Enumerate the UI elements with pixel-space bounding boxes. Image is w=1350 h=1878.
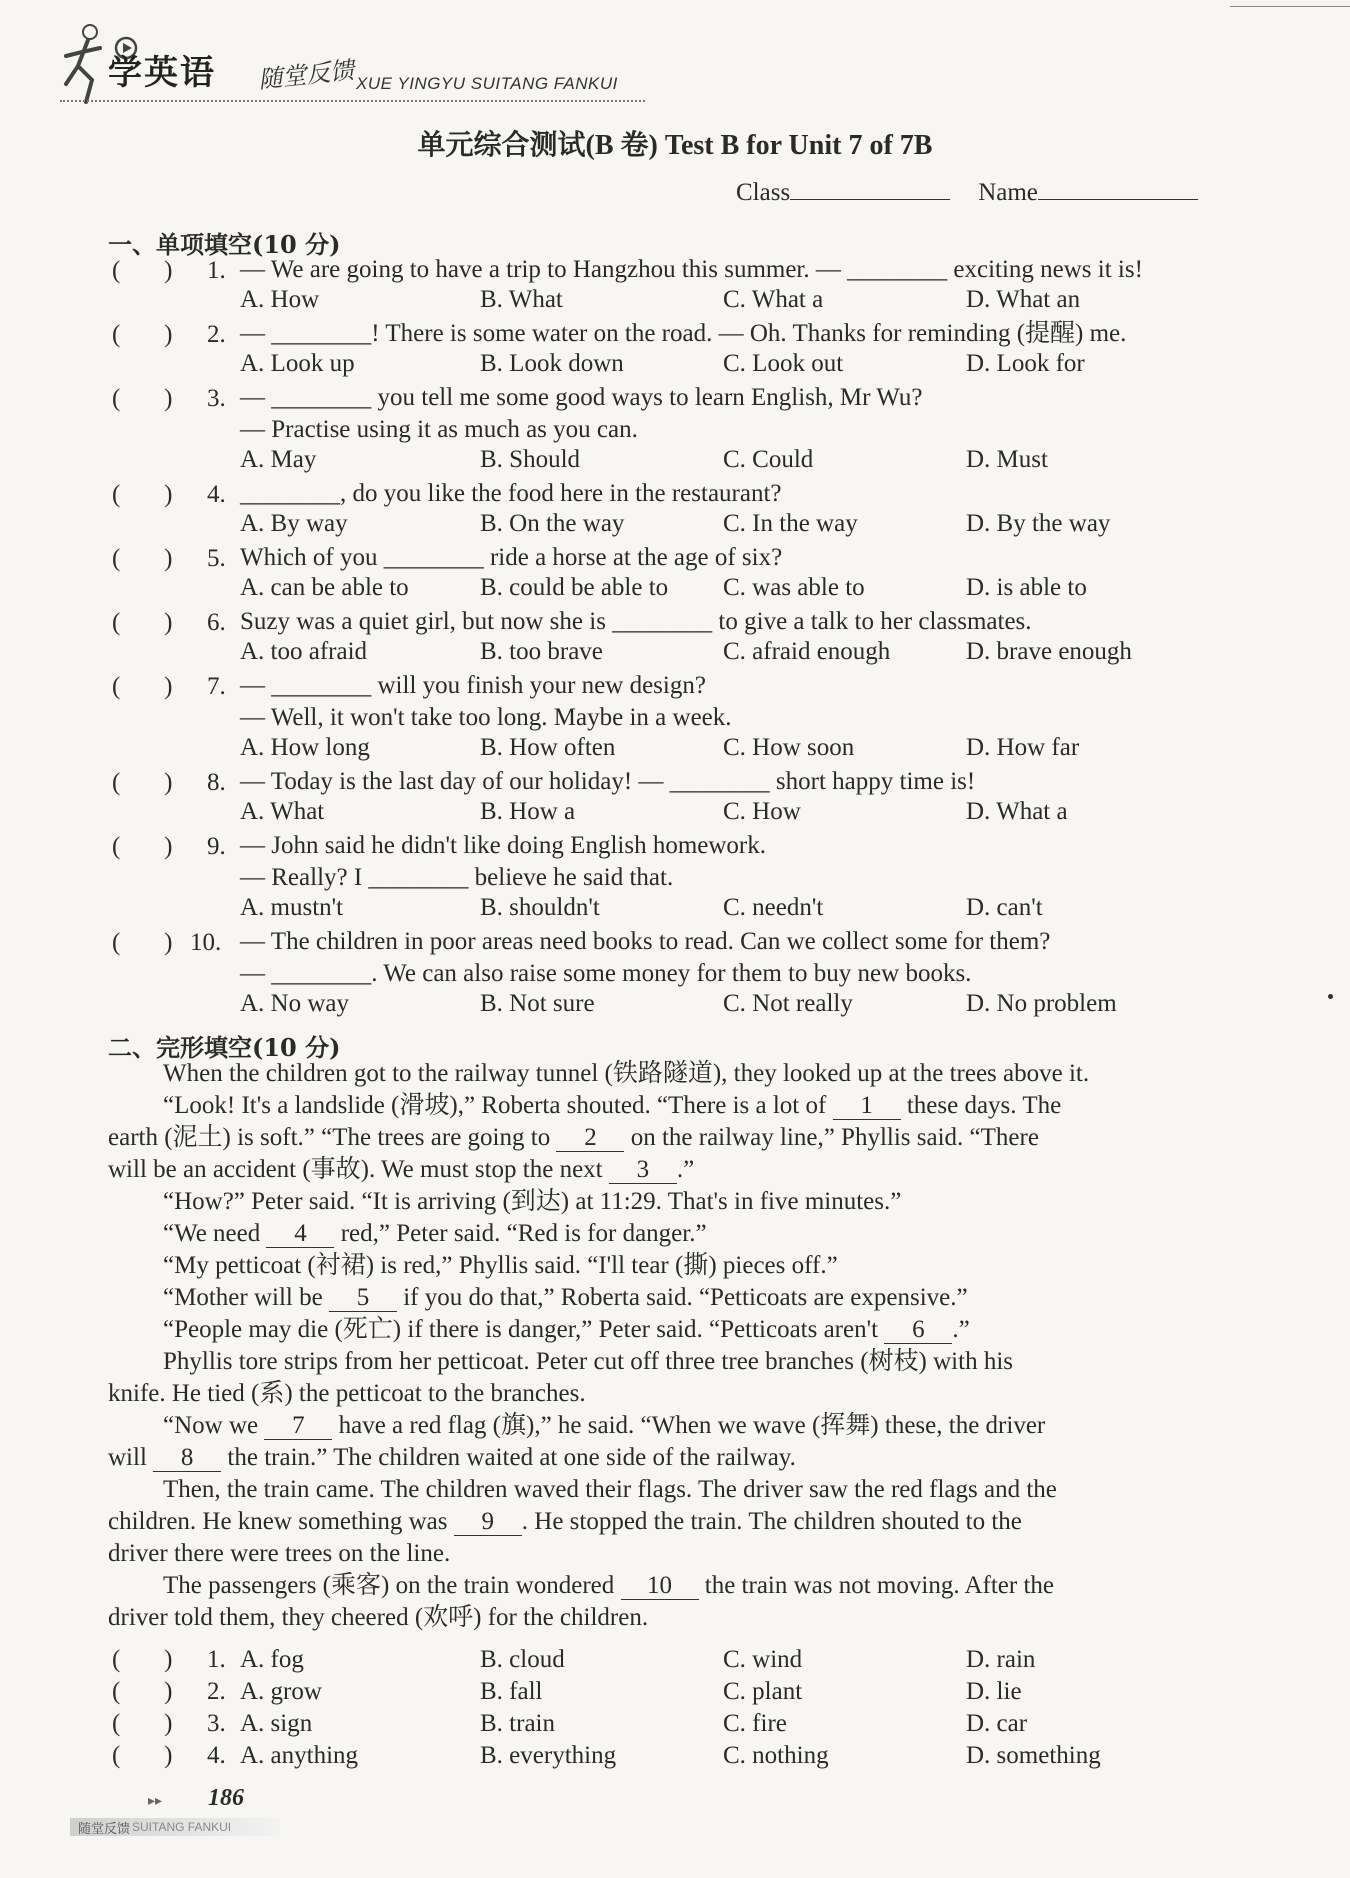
option-d: D. lie — [966, 1678, 1022, 1705]
option-d: D. brave enough — [966, 638, 1132, 665]
question-number: 2. — [207, 1678, 226, 1705]
page-title: 单元综合测试(B 卷) Test B for Unit 7 of 7B — [417, 130, 933, 161]
blank-3[interactable]: 3 — [609, 1157, 677, 1184]
option-a: A. May — [240, 446, 317, 473]
option-b: B. shouldn't — [480, 894, 600, 921]
question-number: 6. — [207, 609, 226, 636]
option-b: B. train — [480, 1710, 555, 1737]
question-text: — ________. We can also raise some money for them to buy new books. — [240, 960, 972, 987]
answer-bracket[interactable]: ( ) — [112, 257, 173, 284]
passage-text: the train.” The children waited at one side of the railway. — [221, 1444, 796, 1471]
passage-line — [163, 1090, 1061, 1122]
question-text: — ________ you tell me some good ways to learn English, Mr Wu? — [240, 384, 923, 411]
passage-text: on the railway line,” Phyllis said. “There — [624, 1124, 1039, 1151]
question-number: 2. — [207, 321, 226, 348]
option-c: C. nothing — [723, 1742, 829, 1769]
question-number: 1. — [207, 1646, 226, 1673]
passage-line — [163, 1346, 1013, 1378]
question-number: 5. — [207, 545, 226, 572]
option-b: B. Should — [480, 446, 581, 473]
answer-bracket[interactable]: ( ) — [112, 1710, 173, 1737]
class-label: Class — [736, 179, 791, 206]
corner-divider — [1230, 6, 1350, 7]
passage-line — [163, 1218, 707, 1250]
option-a: A. Look up — [240, 350, 355, 377]
option-b: B. How often — [480, 734, 616, 761]
passage-line — [108, 1538, 450, 1570]
brand-latin: XUE YINGYU SUITANG FANKUI — [356, 74, 618, 93]
class-field[interactable] — [790, 177, 950, 200]
question-text: Suzy was a quiet girl, but now she is ________ to give a talk to her classmates. — [240, 608, 1032, 635]
option-d: D. Look for — [966, 350, 1085, 377]
answer-bracket[interactable]: ( ) — [112, 929, 173, 956]
passage-text: driver there were trees on the line. — [108, 1540, 451, 1567]
question-number: 1. — [207, 257, 226, 284]
passage-line — [163, 1570, 1054, 1602]
question-text: — ________ will you finish your new design? — [240, 672, 706, 699]
option-c: C. How soon — [723, 734, 855, 761]
passage-line — [108, 1506, 1022, 1538]
option-a: A. can be able to — [240, 574, 409, 601]
passage-text: .” — [952, 1316, 970, 1343]
question-number: 3. — [207, 385, 226, 412]
question-number: 3. — [207, 1710, 226, 1737]
option-c: C. Could — [723, 446, 814, 473]
answer-bracket[interactable]: ( ) — [112, 1678, 173, 1705]
option-b: B. What — [480, 286, 563, 313]
passage-text: knife. He tied (系) the petticoat to the branches. — [108, 1380, 586, 1407]
passage-line — [163, 1474, 1057, 1506]
passage-line — [163, 1058, 1089, 1090]
option-d: D. What an — [966, 286, 1081, 313]
blank-2[interactable]: 2 — [556, 1125, 624, 1152]
passage-line — [163, 1410, 1045, 1442]
passage-text: will be an accident (事故). We must stop the next — [108, 1156, 609, 1183]
option-c: C. plant — [723, 1678, 803, 1705]
stray-dot — [1328, 994, 1333, 999]
question-text: Which of you ________ ride a horse at the age of six? — [240, 544, 783, 571]
answer-bracket[interactable]: ( ) — [112, 481, 173, 508]
footer-arrows-icon: ▸▸ — [148, 1793, 163, 1809]
question-number: 4. — [207, 1742, 226, 1769]
name-field[interactable] — [1038, 177, 1198, 200]
answer-bracket[interactable]: ( ) — [112, 321, 173, 348]
section2-heading: 二、完形填空(10 分) — [108, 1033, 341, 1062]
option-a: A. fog — [240, 1646, 304, 1673]
blank-7[interactable]: 7 — [264, 1413, 332, 1440]
passage-text: The passengers (乘客) on the train wondered — [163, 1572, 621, 1599]
passage-text: “People may die (死亡) if there is danger,” Peter said. “Petticoats aren't — [163, 1316, 885, 1343]
passage-line — [163, 1186, 901, 1218]
option-b: B. How a — [480, 798, 576, 825]
question-text: — Well, it won't take too long. Maybe in a week. — [240, 704, 732, 731]
option-a: A. What — [240, 798, 325, 825]
blank-5[interactable]: 5 — [329, 1285, 397, 1312]
question-text: — We are going to have a trip to Hangzhou this summer. — ________ exciting news it is! — [240, 256, 1143, 283]
option-a: A. anything — [240, 1742, 359, 1769]
brand-title: 学英语 — [108, 53, 216, 93]
passage-text: red,” Peter said. “Red is for danger.” — [334, 1220, 707, 1247]
option-c: C. In the way — [723, 510, 858, 537]
answer-bracket[interactable]: ( ) — [112, 545, 173, 572]
question-text: — The children in poor areas need books to read. Can we collect some for them? — [240, 928, 1051, 955]
footer-en: SUITANG FANKUI — [132, 1820, 232, 1834]
option-d: D. By the way — [966, 510, 1111, 537]
option-d: D. Must — [966, 446, 1048, 473]
passage-text: driver told them, they cheered (欢呼) for the children. — [108, 1604, 649, 1631]
option-a: A. sign — [240, 1710, 313, 1737]
header-divider — [60, 100, 645, 102]
passage-line — [108, 1122, 1039, 1154]
option-c: C. What a — [723, 286, 824, 313]
answer-bracket[interactable]: ( ) — [112, 769, 173, 796]
question-number: 7. — [207, 673, 226, 700]
passage-text: the train was not moving. After the — [698, 1572, 1054, 1599]
passage-line — [163, 1282, 968, 1314]
option-d: D. is able to — [966, 574, 1087, 601]
question-number: 8. — [207, 769, 226, 796]
option-b: B. Not sure — [480, 990, 595, 1017]
passage-text: “Mother will be — [163, 1284, 329, 1311]
question-text: — Really? I ________ believe he said that. — [240, 864, 674, 891]
name-label: Name — [978, 179, 1038, 206]
page-number: 186 — [208, 1785, 244, 1811]
passage-line — [163, 1250, 838, 1282]
option-c: C. Look out — [723, 350, 844, 377]
option-a: A. How — [240, 286, 320, 313]
option-b: B. cloud — [480, 1646, 565, 1673]
option-c: C. Not really — [723, 990, 853, 1017]
passage-text: have a red flag (旗),” he said. “When we wave (挥舞) these, the driver — [332, 1412, 1046, 1439]
blank-10[interactable]: 10 — [621, 1573, 699, 1600]
passage-text: children. He knew something was — [108, 1508, 454, 1535]
passage-line — [108, 1442, 796, 1474]
answer-bracket[interactable]: ( ) — [112, 1646, 173, 1673]
option-a: A. How long — [240, 734, 370, 761]
passage-text: . He stopped the train. The children shouted to the — [521, 1508, 1022, 1535]
option-a: A. By way — [240, 510, 348, 537]
option-d: D. can't — [966, 894, 1043, 921]
question-text: — Today is the last day of our holiday! — ________ short happy time is! — [240, 768, 976, 795]
passage-text: “Now we — [163, 1412, 265, 1439]
answer-bracket[interactable]: ( ) — [112, 1742, 173, 1769]
option-b: B. could be able to — [480, 574, 669, 601]
passage-text: “We need — [163, 1220, 267, 1247]
question-number: 9. — [207, 833, 226, 860]
passage-text: will — [108, 1444, 154, 1471]
passage-text: .” — [676, 1156, 695, 1183]
answer-bracket[interactable]: ( ) — [112, 673, 173, 700]
option-b: B. fall — [480, 1678, 543, 1705]
question-text: ________, do you like the food here in the restaurant? — [240, 480, 782, 507]
blank-1[interactable]: 1 — [833, 1093, 901, 1120]
option-d: D. What a — [966, 798, 1068, 825]
option-b: B. everything — [480, 1742, 617, 1769]
option-a: A. grow — [240, 1678, 322, 1705]
option-a: A. mustn't — [240, 894, 344, 921]
section1-heading: 一、单项填空(10 分) — [108, 230, 341, 259]
passage-line — [108, 1154, 694, 1186]
option-c: C. wind — [723, 1646, 803, 1673]
option-c: C. needn't — [723, 894, 824, 921]
option-c: C. How — [723, 798, 801, 825]
passage-line — [108, 1378, 586, 1410]
option-c: C. was able to — [723, 574, 865, 601]
question-text: — ________! There is some water on the road. — Oh. Thanks for reminding (提醒) me. — [240, 320, 1127, 347]
answer-bracket[interactable]: ( ) — [112, 385, 173, 412]
question-text: — John said he didn't like doing English homework. — [240, 832, 766, 859]
option-b: B. On the way — [480, 510, 625, 537]
passage-text: “How?” Peter said. “It is arriving (到达) at 11:29. That's in five minutes.” — [163, 1188, 902, 1215]
option-b: B. Look down — [480, 350, 624, 377]
option-d: D. car — [966, 1710, 1028, 1737]
option-d: D. rain — [966, 1646, 1036, 1673]
blank-8[interactable]: 8 — [153, 1445, 221, 1472]
passage-text: Then, the train came. The children waved their flags. The driver saw the red flags and the — [163, 1476, 1057, 1503]
passage-text: earth (泥土) is soft.” “The trees are going to — [108, 1124, 557, 1151]
question-number: 10. — [190, 929, 222, 956]
option-c: C. afraid enough — [723, 638, 891, 665]
answer-bracket[interactable]: ( ) — [112, 609, 173, 636]
passage-text: Phyllis tore strips from her petticoat. Peter cut off three tree branches (树枝) with his — [163, 1348, 1014, 1375]
option-a: A. No way — [240, 990, 350, 1017]
option-d: D. How far — [966, 734, 1080, 761]
passage-text: “My petticoat (衬裙) is red,” Phyllis said. “I'll tear (撕) pieces off.” — [163, 1252, 838, 1279]
option-b: B. too brave — [480, 638, 603, 665]
option-c: C. fire — [723, 1710, 787, 1737]
passage-line — [108, 1602, 648, 1634]
passage-text: if you do that,” Roberta said. “Petticoats are expensive.” — [396, 1284, 968, 1311]
passage-text: “Look! It's a landslide (滑坡),” Roberta shouted. “There is a lot of — [163, 1092, 833, 1119]
question-text: — Practise using it as much as you can. — [240, 416, 638, 443]
passage-text: When the children got to the railway tunnel (铁路隧道), they looked up at the trees above it. — [163, 1060, 1090, 1087]
option-a: A. too afraid — [240, 638, 368, 665]
blank-4[interactable]: 4 — [266, 1221, 334, 1248]
answer-bracket[interactable]: ( ) — [112, 833, 173, 860]
blank-9[interactable]: 9 — [454, 1509, 522, 1536]
brand-subtitle: 随堂反馈 — [257, 56, 356, 94]
option-d: D. No problem — [966, 990, 1117, 1017]
question-number: 4. — [207, 481, 226, 508]
footer-cn: 随堂反馈 — [78, 1822, 131, 1837]
class-name-row — [736, 177, 1198, 207]
passage-text: these days. The — [900, 1092, 1062, 1119]
option-d: D. something — [966, 1742, 1101, 1769]
blank-6[interactable]: 6 — [884, 1317, 952, 1344]
passage-line — [163, 1314, 970, 1346]
